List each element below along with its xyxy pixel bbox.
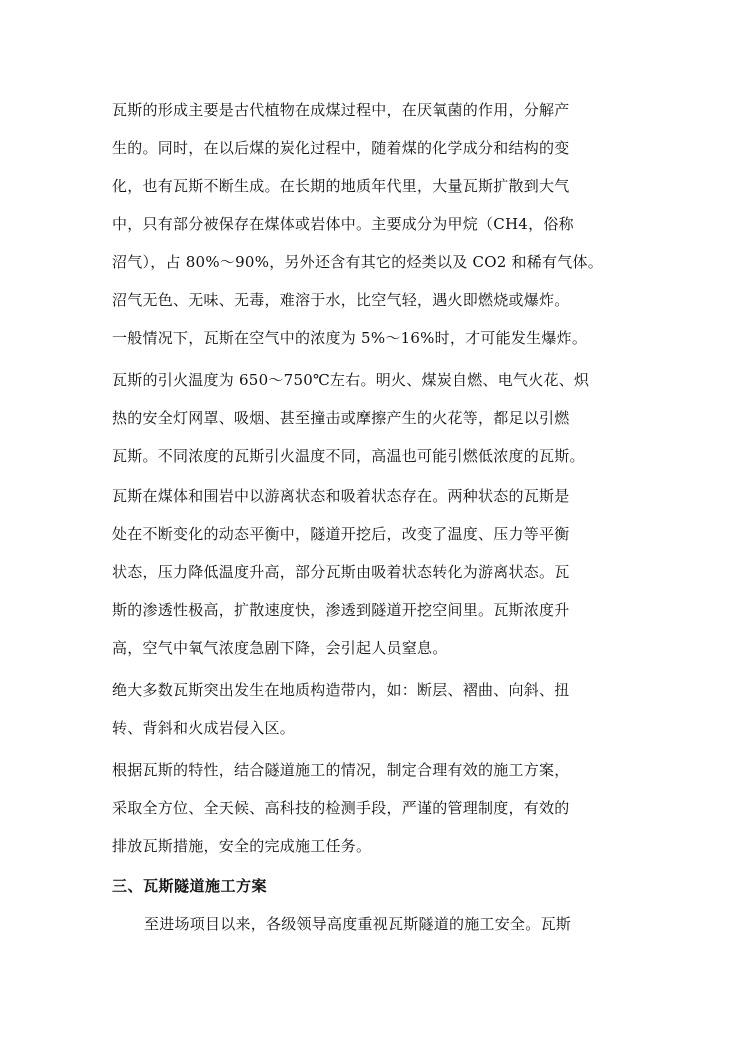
body-text-line: 处在不断变化的动态平衡中，隧道开挖后，改变了温度、压力等平衡 — [112, 525, 570, 543]
body-text-line: 根据瓦斯的特性，结合隧道施工的情况，制定合理有效的施工方案， — [112, 761, 570, 779]
body-text-line: 绝大多数瓦斯突出发生在地质构造带内，如：断层、褶曲、向斜、扭 — [112, 681, 570, 699]
body-text-line: 化，也有瓦斯不断生成。在长期的地质年代里，大量瓦斯扩散到大气 — [112, 177, 570, 195]
body-text-line: 斯的渗透性极高，扩散速度快，渗透到隧道开挖空间里。瓦斯浓度升 — [112, 601, 570, 619]
body-text-line: 中，只有部分被保存在煤体或岩体中。主要成分为甲烷（CH4，俗称 — [112, 215, 574, 233]
body-text-line: 瓦斯。不同浓度的瓦斯引火温度不同，高温也可能引燃低浓度的瓦斯。 — [112, 447, 585, 465]
body-text-line: 状态，压力降低温度升高，部分瓦斯由吸着状态转化为游离状态。瓦 — [112, 563, 570, 581]
body-text-line: 至进场项目以来，各级领导高度重视瓦斯隧道的施工安全。瓦斯 — [144, 915, 572, 933]
body-text-line: 一般情况下，瓦斯在空气中的浓度为 5%～16%时，才可能发生爆炸。 — [112, 329, 588, 347]
body-text-line: 采取全方位、全天候、高科技的检测手段，严谨的管理制度，有效的 — [112, 799, 570, 817]
body-text-line: 瓦斯的引火温度为 650～750℃左右。明火、煤炭自燃、电气火花、炽 — [112, 371, 590, 389]
body-text-line: 高，空气中氧气浓度急剧下降，会引起人员窒息。 — [112, 639, 448, 657]
body-text-line: 热的安全灯网罩、吸烟、甚至撞击或摩擦产生的火花等，都足以引燃 — [112, 409, 570, 427]
body-text-line: 转、背斜和火成岩侵入区。 — [112, 719, 296, 737]
body-text-line: 生的。同时，在以后煤的炭化过程中，随着煤的化学成分和结构的变 — [112, 139, 570, 157]
body-text-line: 瓦斯的形成主要是古代植物在成煤过程中，在厌氧菌的作用，分解产 — [112, 101, 570, 119]
body-text-line: 沼气无色、无味、无毒，难溶于水，比空气轻，遇火即燃烧或爆炸。 — [112, 291, 570, 309]
body-text-line: 瓦斯在煤体和围岩中以游离状态和吸着状态存在。两种状态的瓦斯是 — [112, 487, 570, 505]
body-text-line: 沼气），占 80%～90%，另外还含有其它的烃类以及 CO2 和稀有气体。 — [112, 253, 604, 271]
section-heading: 三、瓦斯隧道施工方案 — [112, 877, 268, 895]
body-text-line: 排放瓦斯措施，安全的完成施工任务。 — [112, 837, 372, 855]
